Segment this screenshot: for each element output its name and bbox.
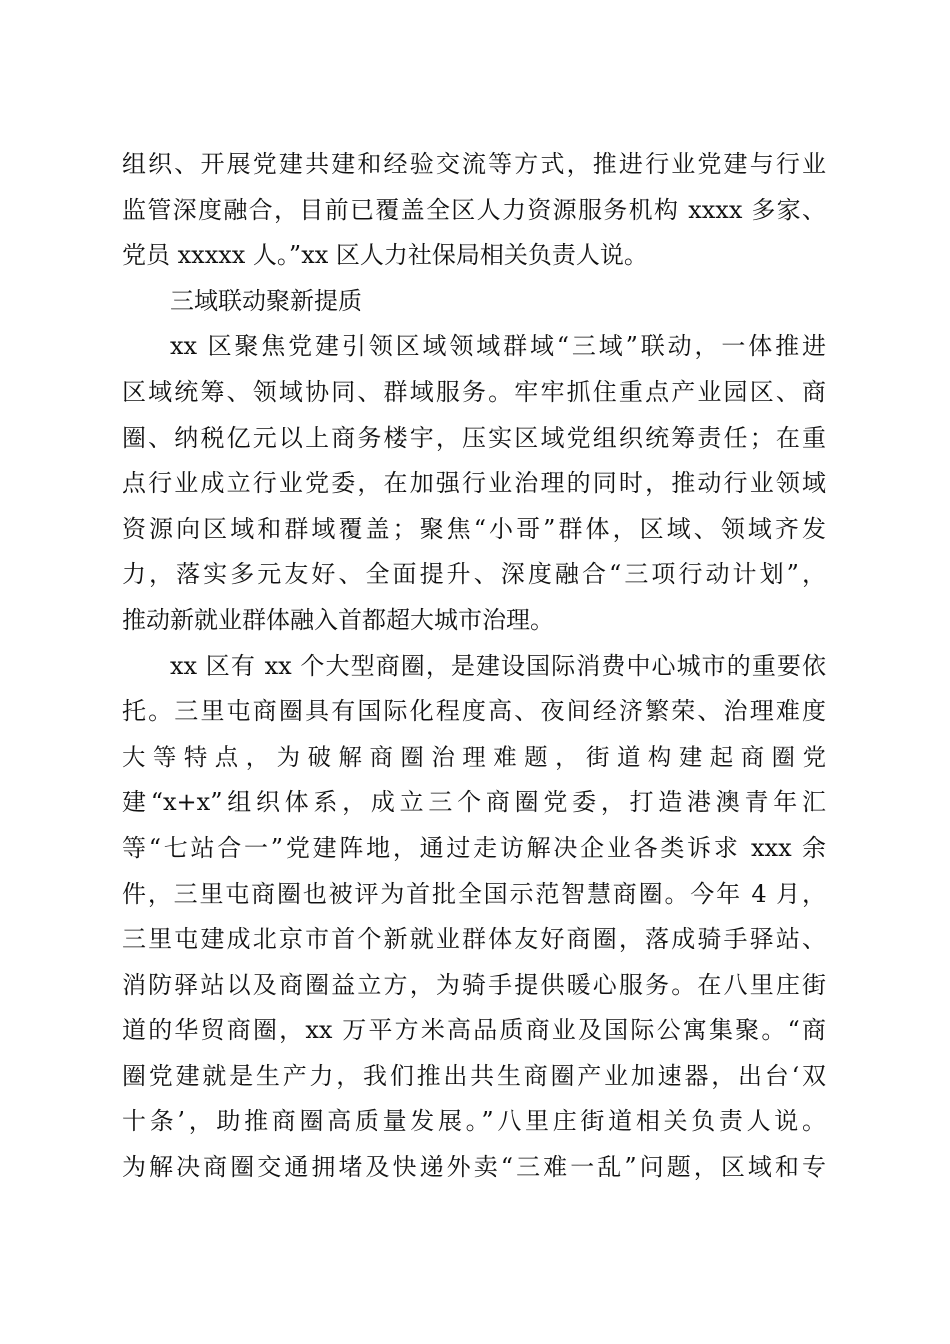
text-line: 圈党建就是生产力，我们推出共生商圈产业加速器，出台‘双 (122, 1061, 826, 1090)
text-line: 监管深度融合，目前已覆盖全区人力资源服务机构 xxxx 多家、 (122, 195, 826, 224)
text-line: 十条’，助推商圈高质量发展。”八里庄街道相关负责人说。 (122, 1107, 826, 1136)
text-line: 消防驿站以及商圈益立方，为骑手提供暖心服务。在八里庄街 (122, 970, 826, 999)
text-line: 建“x+x”组织体系，成立三个商圈党委，打造港澳青年汇 (122, 788, 826, 817)
text-line: xx 区聚焦党建引领区域领域群域“三域”联动，一体推进 (170, 332, 826, 361)
text-line: 区域统筹、领域协同、群域服务。牢牢抓住重点产业园区、商 (122, 377, 826, 406)
text-line: 大 等 特 点 ， 为 破 解 商 圈 治 理 难 题 ， 街 道 构 建 起 商 圈 党 (122, 742, 826, 771)
text-line: 为解决商圈交通拥堵及快递外卖“三难一乱”问题，区域和专 (122, 1153, 826, 1182)
text-line: 圈、纳税亿元以上商务楼宇，压实区域党组织统筹责任；在重 (122, 423, 826, 452)
text-line: 党员 xxxxx 人。”xx 区人力社保局相关负责人说。 (122, 241, 648, 270)
document-body (122, 142, 826, 1191)
text-line: 力，落实多元友好、全面提升、深度融合“三项行动计划”， (122, 560, 826, 589)
text-line: 推动新就业群体融入首都超大城市治理。 (122, 605, 554, 634)
text-line: 道的华贸商圈，xx 万平方米高品质商业及国际公寓集聚。“商 (122, 1016, 826, 1045)
text-line: 三里屯建成北京市首个新就业群体友好商圈，落成骑手驿站、 (122, 925, 826, 954)
text-line: 组织、开展党建共建和经验交流等方式，推进行业党建与行业 (122, 150, 826, 178)
text-line: 件，三里屯商圈也被评为首批全国示范智慧商圈。今年 4 月， (122, 879, 826, 908)
section-heading: 三域联动聚新提质 (170, 286, 362, 315)
text-line: 托。三里屯商圈具有国际化程度高、夜间经济繁荣、治理难度 (122, 697, 826, 726)
text-line: xx 区有 xx 个大型商圈，是建设国际消费中心城市的重要依 (170, 651, 826, 680)
text-line: 资源向区域和群域覆盖；聚焦“小哥”群体，区域、领域齐发 (122, 514, 826, 543)
text-line: 点行业成立行业党委，在加强行业治理的同时，推动行业领域 (122, 469, 826, 498)
text-line: 等“七站合一”党建阵地，通过走访解决企业各类诉求 xxx 余 (122, 833, 826, 862)
